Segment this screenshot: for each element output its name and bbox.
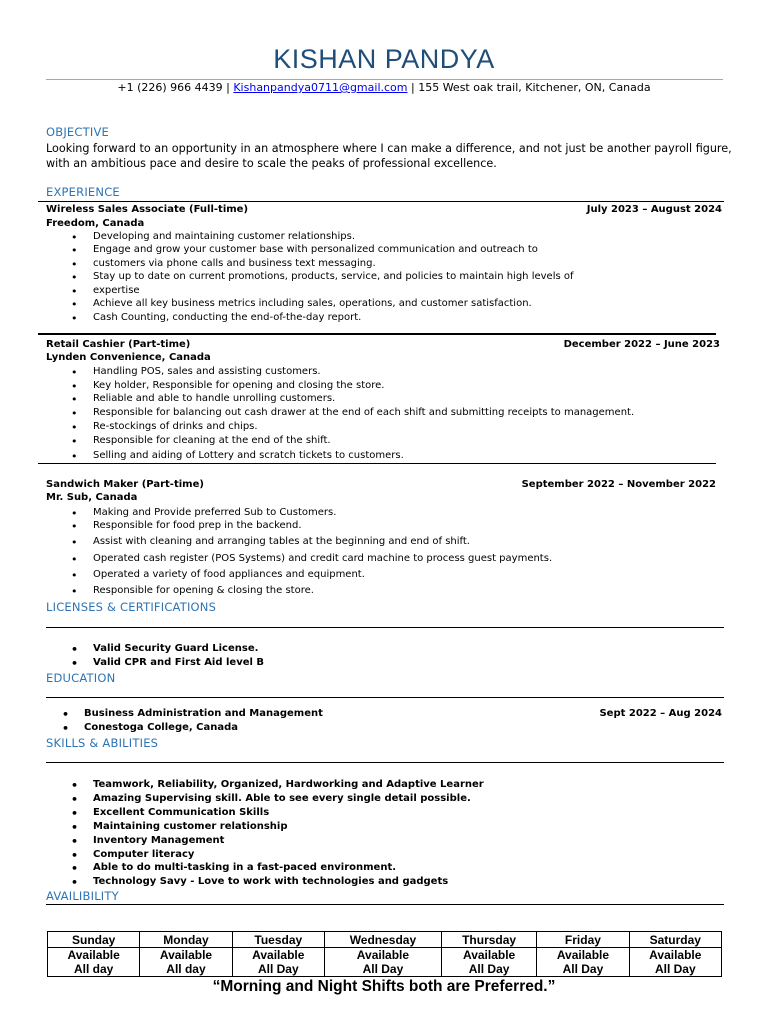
address: | 155 West oak trail, Kitchener, ON, Canada <box>411 81 651 94</box>
availability-hours: All Day <box>257 962 299 976</box>
skill-item: • Technology Savy - Love to work with technologies and gadgets <box>93 876 448 887</box>
job-bullet: • Engage and grow your customer base with personalized communication and outreach to <box>93 244 538 255</box>
day-header: Sunday <box>48 932 140 948</box>
job-bullet: • customers via phone calls and business text messaging. <box>93 258 376 269</box>
job-company: Mr. Sub, Canada <box>46 492 138 503</box>
job-dates: September 2022 – November 2022 <box>521 479 716 490</box>
header-divider <box>46 79 723 80</box>
objective-text: Looking forward to an opportunity in an atmosphere where I can make a difference, and not just be another payroll figure, with an ambitious pace and desire to scale the peaks of professional excellence. <box>46 142 732 170</box>
day-header: Friday <box>537 932 629 948</box>
day-header: Wednesday <box>324 932 441 948</box>
availability-cell <box>48 948 140 977</box>
job-title: Sandwich Maker (Part-time) <box>46 479 204 490</box>
job-title: Retail Cashier (Part-time) <box>46 339 191 350</box>
skill-item: • Computer literacy <box>93 849 194 860</box>
education-heading: EDUCATION <box>46 671 116 685</box>
job-bullet: • Selling and aiding of Lottery and scratch tickets to customers. <box>93 450 404 461</box>
availability-cell <box>324 948 441 977</box>
skill-item: • Able to do multi-tasking in a fast-paced environment. <box>93 862 396 873</box>
job-bullet: • Responsible for food prep in the backend. <box>93 520 302 531</box>
job-divider <box>38 333 716 335</box>
availability-days-row <box>48 932 722 948</box>
job-bullet: • Making and Provide preferred Sub to Customers. <box>93 507 336 518</box>
phone-number: +1 (226) 966 4439 | <box>117 81 230 94</box>
availability-cell <box>629 948 721 977</box>
availability-hours: All Day <box>362 962 404 976</box>
job-bullet: • Cash Counting, conducting the end-of-the-day report. <box>93 312 361 323</box>
availability-status: Available <box>556 948 610 962</box>
availability-cell <box>537 948 629 977</box>
job-bullet: • Operated a variety of food appliances and equipment. <box>93 569 365 580</box>
availability-cell <box>441 948 536 977</box>
availability-status: Available <box>462 948 516 962</box>
availability-hours: All day <box>166 962 206 976</box>
availability-heading: AVAILIBILITY <box>46 889 119 903</box>
availability-cell <box>232 948 324 977</box>
licenses-heading: LICENSES & CERTIFICATIONS <box>46 600 217 614</box>
availability-status: Available <box>356 948 410 962</box>
job-divider <box>38 463 716 464</box>
skill-item: • Maintaining customer relationship <box>93 821 288 832</box>
day-header: Tuesday <box>232 932 324 948</box>
job-bullet: • Operated cash register (POS Systems) and credit card machine to process guest payments. <box>93 553 552 564</box>
skill-item: • Excellent Communication Skills <box>93 807 269 818</box>
education-item: • Business Administration and Management <box>84 708 323 719</box>
availability-cell <box>140 948 232 977</box>
education-divider <box>46 697 724 698</box>
job-title: Wireless Sales Associate (Full-time) <box>46 204 249 215</box>
availability-status-row <box>48 948 722 977</box>
job-company: Lynden Convenience, Canada <box>46 352 211 363</box>
email-link[interactable]: Kishanpandya0711@gmail.com <box>233 81 408 94</box>
skill-item: • Teamwork, Reliability, Organized, Hardworking and Adaptive Learner <box>93 779 484 790</box>
licenses-divider <box>46 627 724 628</box>
skills-heading: SKILLS & ABILITIES <box>46 736 159 750</box>
availability-hours: All Day <box>468 962 510 976</box>
job-bullet: • Responsible for balancing out cash drawer at the end of each shift and submitting receipts to management. <box>93 407 634 418</box>
skill-item: • Inventory Management <box>93 835 224 846</box>
job-dates: December 2022 – June 2023 <box>563 339 720 350</box>
availability-divider <box>46 904 724 905</box>
skill-item: • Amazing Supervising skill. Able to see every single detail possible. <box>93 793 471 804</box>
job-dates: July 2023 – August 2024 <box>586 204 722 215</box>
job-bullet: • Handling POS, sales and assisting customers. <box>93 366 321 377</box>
availability-status: Available <box>649 948 702 962</box>
day-header: Saturday <box>629 932 721 948</box>
candidate-name: KISHAN PANDYA <box>273 44 495 74</box>
skills-divider <box>46 762 724 763</box>
availability-hours: All Day <box>654 962 696 976</box>
job-bullet: • Achieve all key business metrics including sales, operations, and customer satisfaction. <box>93 298 532 309</box>
availability-status: Available <box>159 948 213 962</box>
job-bullet: • Developing and maintaining customer relationships. <box>93 231 355 242</box>
availability-status: Available <box>252 948 305 962</box>
job-bullet: • Stay up to date on current promotions, products, service, and policies to maintain high levels of <box>93 271 574 282</box>
job-company: Freedom, Canada <box>46 218 145 229</box>
education-item: • Conestoga College, Canada <box>84 722 238 733</box>
job-bullet: • Responsible for opening & closing the store. <box>93 585 314 596</box>
availability-hours: All day <box>73 962 114 976</box>
availability-status: Available <box>67 948 120 962</box>
shift-preference-note: “Morning and Night Shifts both are Preferred.” <box>212 978 556 995</box>
experience-heading: EXPERIENCE <box>46 185 120 199</box>
experience-divider <box>38 201 724 202</box>
contact-line <box>0 81 768 94</box>
job-bullet: • Re-stockings of drinks and chips. <box>93 421 258 432</box>
education-dates: Sept 2022 – Aug 2024 <box>599 708 722 719</box>
job-bullet: • Assist with cleaning and arranging tables at the beginning and end of shift. <box>93 536 470 547</box>
availability-hours: All Day <box>562 962 604 976</box>
job-bullet: • Responsible for cleaning at the end of the shift. <box>93 435 331 446</box>
job-bullet: • expertise <box>93 285 140 296</box>
day-header: Thursday <box>441 932 536 948</box>
job-bullet: • Reliable and able to handle unrolling customers. <box>93 393 335 404</box>
day-header: Monday <box>140 932 232 948</box>
job-bullet: • Key holder, Responsible for opening and closing the store. <box>93 380 384 391</box>
license-item: • Valid Security Guard License. <box>93 643 258 654</box>
availability-table <box>47 931 722 977</box>
license-item: • Valid CPR and First Aid level B <box>93 657 264 668</box>
objective-heading: OBJECTIVE <box>46 125 109 139</box>
